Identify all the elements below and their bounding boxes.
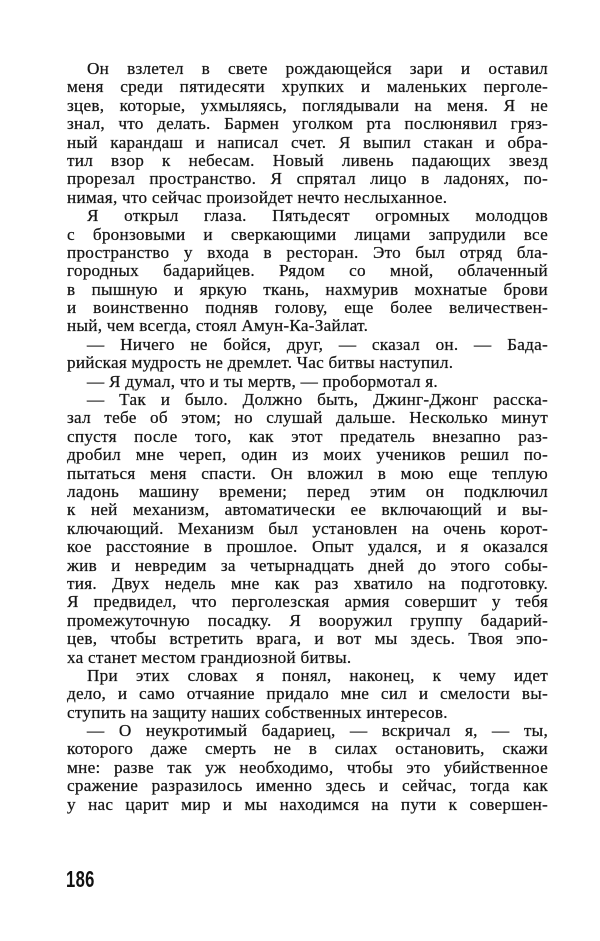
text-line: ладонь машину времени; перед этим он подключил — [67, 481, 548, 501]
page-number: 186 — [66, 866, 95, 892]
text-line: которого даже смерть не в силах остановить, скажи — [67, 739, 548, 759]
text-line: зал тебе об этом; но слушай дальше. Несколько минут — [67, 408, 548, 428]
text-line: — Ничего не бойся, друг, — сказал он. — Бада- — [87, 334, 548, 354]
text-line: Я предвидел, что перголезская армия совершит у тебя — [67, 592, 548, 612]
text-line: — Я думал, что и ты мертв, — пробормотал я. — [87, 371, 438, 391]
text-line: тил взор к небесам. Новый ливень падающих звезд — [67, 150, 548, 170]
text-line: сражение разразилось именно здесь и сейчас, тогда как — [67, 776, 548, 796]
text-line: и воинственно подняв голову, еще более величествен- — [67, 298, 548, 318]
text-line: — О неукротимый бадариец, — вскричал я, — ты, — [87, 721, 548, 741]
text-line: жив и невредим за четырнадцать дней до этого собы- — [67, 555, 548, 575]
text-line: зцев, которые, ухмыляясь, поглядывали на меня. Я не — [67, 95, 548, 115]
book-page-text — [67, 60, 548, 814]
text-line: Он взлетел в свете рождающейся зари и оставил — [87, 59, 548, 78]
text-line: При этих словах я понял, наконец, к чему идет — [87, 665, 548, 685]
text-line: рийская мудрость не дремлет. Час битвы наступил. — [67, 353, 454, 373]
text-line: пытаться меня спасти. Он вложил в мою еще теплую — [67, 463, 548, 483]
text-line: к ней механизм, автоматически ее включающий и вы- — [67, 500, 548, 520]
text-line: дробил мне череп, один из моих учеников решил по- — [67, 445, 548, 465]
text-line: — Так и было. Должно быть, Джинг-Джонг расска- — [87, 390, 548, 410]
text-line: у нас царит мир и мы находимся на пути к совершен- — [67, 794, 548, 814]
text-line: ный карандаш и написал счет. Я выпил стакан и обра- — [67, 132, 548, 152]
text-line: промежуточную посадку. Я вооружил группу бадарий- — [67, 610, 548, 630]
text-line: мне: разве так уж необходимо, чтобы это убийственное — [67, 757, 548, 777]
text-line: Я открыл глаза. Пятьдесят огромных молодцов — [87, 206, 548, 226]
text-line: ный, чем всегда, стоял Амун-Ка-Зайлат. — [67, 316, 369, 336]
text-line: цев, чтобы встретить врага, и вот мы здесь. Твоя эпо- — [67, 629, 548, 649]
text-line: пространство у входа в ресторан. Это был отряд бла- — [67, 242, 548, 262]
text-line: в пышную и яркую ткань, нахмурив мохнатые брови — [67, 279, 548, 299]
text-line: ха станет местом грандиозной битвы. — [67, 647, 352, 667]
text-line: меня среди пятидесяти хрупких и маленьких перголе- — [67, 77, 548, 97]
text-line: городных бадарийцев. Рядом со мной, облаченный — [67, 261, 548, 281]
text-line: прорезал пространство. Я спрятал лицо в ладонях, по- — [67, 169, 548, 189]
text-line: тия. Двух недель мне как раз хватило на подготовку. — [67, 573, 548, 593]
text-line: с бронзовыми и сверкающими лицами запрудили все — [67, 224, 548, 244]
text-line: спустя после того, как этот предатель внезапно раз- — [67, 426, 548, 446]
text-line: ступить на защиту наших собственных интересов. — [67, 702, 448, 722]
text-line: дело, и само отчаяние придало мне сил и смелости вы- — [67, 684, 548, 704]
text-line: кое расстояние в прошлое. Опыт удался, и я оказался — [67, 537, 548, 557]
text-line: знал, что делать. Бармен уголком рта послюнявил гряз- — [67, 114, 548, 134]
text-line: нимая, что сейчас произойдет нечто неслыханное. — [67, 187, 448, 207]
text-line: ключающий. Механизм был установлен на очень корот- — [67, 518, 548, 538]
